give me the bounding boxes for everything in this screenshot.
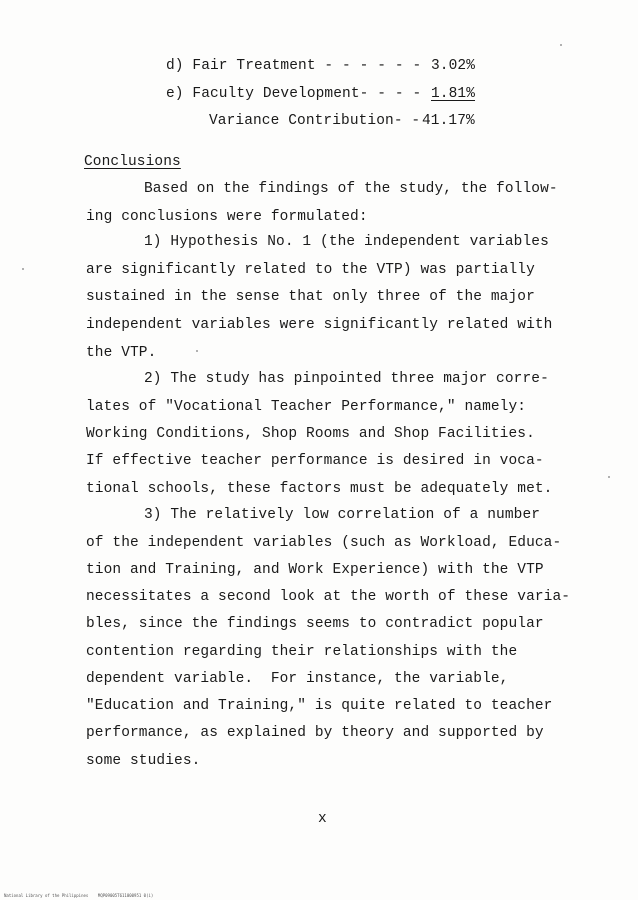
- body-line: 1) Hypothesis No. 1 (the independent variables: [144, 234, 549, 250]
- body-line: of the independent variables (such as Workload, Educa-: [86, 535, 562, 551]
- body-line: some studies.: [86, 753, 201, 769]
- variance-contribution-label: Variance Contribution- -: [209, 113, 421, 129]
- body-line: lates of "Vocational Teacher Performance," namely:: [86, 399, 527, 415]
- body-line: independent variables were significantly related with: [86, 317, 553, 333]
- body-line: tion and Training, and Work Experience) with the VTP: [86, 562, 544, 578]
- scan-speck: [196, 350, 198, 352]
- body-line: 3) The relatively low correlation of a number: [144, 507, 541, 523]
- body-line: dependent variable. For instance, the variable,: [86, 671, 509, 687]
- scan-footer: National Library of the Philippines MQP09005T611000951 0(i): [4, 893, 154, 898]
- body-line: the VTP.: [86, 345, 157, 361]
- body-line: contention regarding their relationships with the: [86, 644, 518, 660]
- page-number: x: [318, 811, 327, 827]
- scan-speck: [560, 44, 562, 46]
- body-line: sustained in the sense that only three of the major: [86, 289, 535, 305]
- body-line: Working Conditions, Shop Rooms and Shop Facilities.: [86, 426, 535, 442]
- body-line: tional schools, these factors must be adequately met.: [86, 481, 553, 497]
- body-line: "Education and Training," is quite related to teacher: [86, 698, 553, 714]
- body-line: are significantly related to the VTP) was partially: [86, 262, 535, 278]
- body-line: necessitates a second look at the worth of these varia-: [86, 589, 571, 605]
- body-line: bles, since the findings seems to contradict popular: [86, 616, 544, 632]
- body-line: ing conclusions were formulated:: [86, 209, 368, 225]
- faculty-development-value: 1.81%: [431, 86, 476, 102]
- faculty-development-label: e) Faculty Development- - - -: [166, 86, 422, 102]
- variance-contribution-value: 41.17%: [422, 113, 475, 129]
- scan-speck: [608, 476, 610, 478]
- body-line: 2) The study has pinpointed three major corre-: [144, 371, 549, 387]
- fair-treatment-value: 3.02%: [431, 58, 476, 74]
- conclusions-heading: Conclusions: [84, 154, 181, 170]
- scan-speck: [22, 268, 24, 270]
- body-line: performance, as explained by theory and supported by: [86, 725, 544, 741]
- body-line: Based on the findings of the study, the follow-: [144, 181, 558, 197]
- fair-treatment-label: d) Fair Treatment - - - - - -: [166, 58, 422, 74]
- body-line: If effective teacher performance is desired in voca-: [86, 453, 544, 469]
